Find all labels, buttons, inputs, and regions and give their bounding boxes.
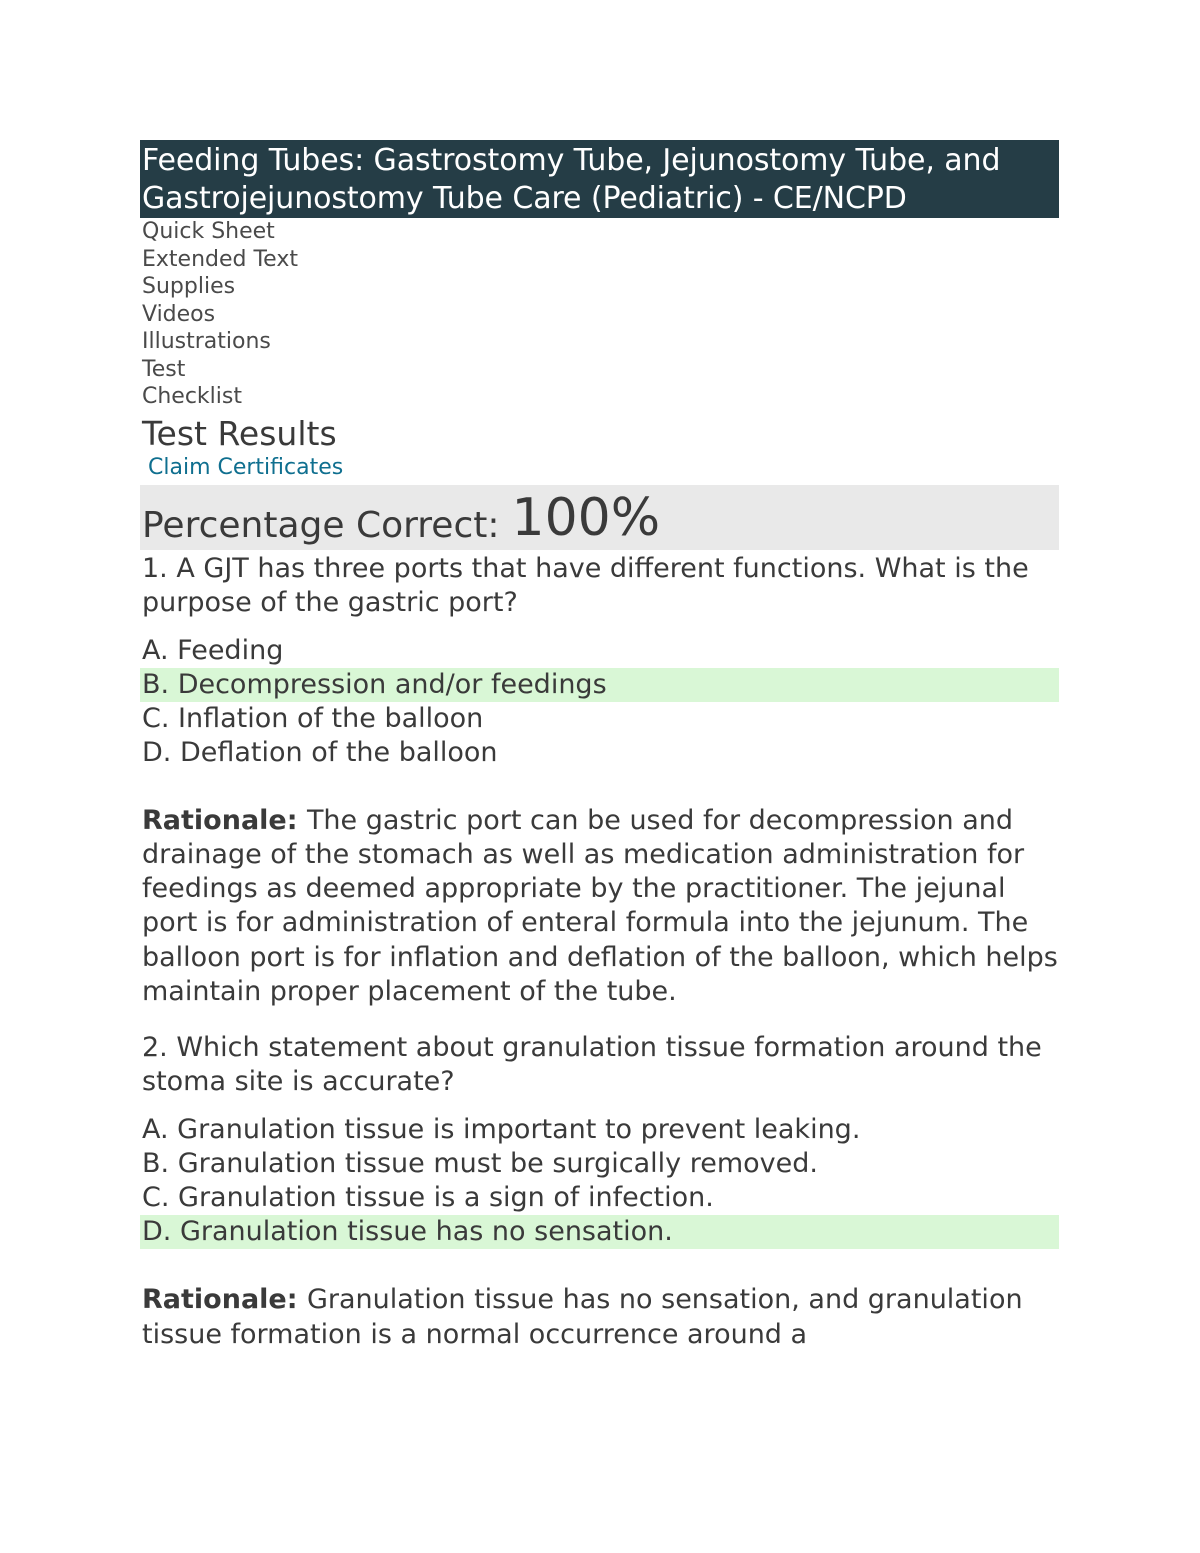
section-nav <box>140 218 1059 411</box>
rationale-text: The gastric port can be used for decompression and drainage of the stomach as well as medication administration for feedings as deemed appropriate by the practitioner. The jejunal port is for administration of enteral formula into the jejunum. The balloon port is for inflation and deflation of the balloon, which helps maintain proper placement of the tube. <box>142 804 1058 1007</box>
nav-item-quick-sheet[interactable]: Quick Sheet <box>142 219 275 244</box>
question-2-options <box>140 1113 1059 1249</box>
rationale-label: Rationale: <box>142 804 307 836</box>
question-1-options <box>140 634 1059 770</box>
question-1-rationale <box>140 804 1059 1010</box>
question-1-option-b-correct: B. Decompression and/or feedings <box>140 668 1059 702</box>
claim-certificates-link[interactable]: Claim Certificates <box>148 454 344 480</box>
rationale-text: Granulation tissue has no sensation, and granulation tissue formation is a normal occurrence around a <box>142 1284 1023 1350</box>
score-bar <box>140 485 1059 550</box>
rationale-label: Rationale: <box>142 1284 307 1316</box>
score-label: Percentage Correct: <box>142 504 500 546</box>
nav-item-checklist[interactable]: Checklist <box>142 384 242 409</box>
question-2-rationale <box>140 1283 1059 1352</box>
question-2-option-d-correct: D. Granulation tissue has no sensation. <box>140 1215 1059 1249</box>
question-1-option-d: D. Deflation of the balloon <box>142 736 498 768</box>
nav-item-illustrations[interactable]: Illustrations <box>142 329 271 354</box>
results-heading: Test Results <box>142 413 337 453</box>
nav-item-videos[interactable]: Videos <box>142 301 216 327</box>
nav-item-extended-text[interactable]: Extended Text <box>142 246 298 272</box>
question-1-option-a: A. Feeding <box>142 634 284 666</box>
question-1-text: 1. A GJT has three ports that have different functions. What is the purpose of the gastric port? <box>142 552 1029 618</box>
question-2-text: 2. Which statement about granulation tissue formation around the stoma site is accurate? <box>142 1032 1042 1098</box>
page-title: Feeding Tubes: Gastrostomy Tube, Jejunostomy Tube, and Gastrojejunostomy Tube Care (Pediatric) - CE/NCPD <box>140 140 1059 218</box>
question-2-option-c: C. Granulation tissue is a sign of infection. <box>142 1182 714 1214</box>
content <box>140 140 1059 1352</box>
nav-item-supplies[interactable]: Supplies <box>142 274 236 299</box>
question-2-option-a: A. Granulation tissue is important to prevent leaking. <box>142 1114 861 1146</box>
nav-item-test[interactable]: Test <box>142 356 186 382</box>
question-2-option-b: B. Granulation tissue must be surgically removed. <box>142 1148 818 1180</box>
score-value: 100% <box>511 487 661 548</box>
question-1-option-c: C. Inflation of the balloon <box>142 702 484 734</box>
